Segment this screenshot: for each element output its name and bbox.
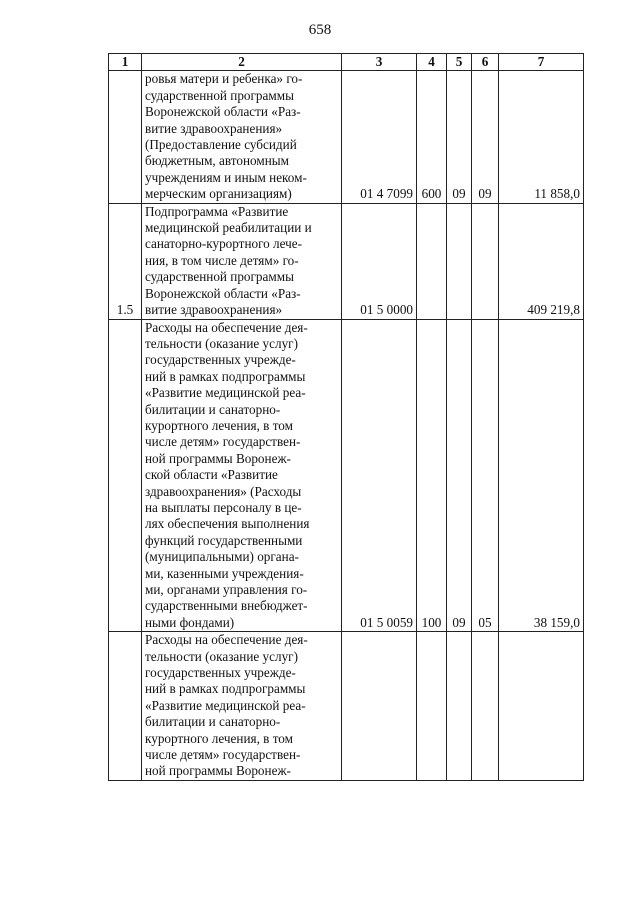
expense-type-cell: 600 xyxy=(417,71,447,203)
column-header-4: 4 xyxy=(417,54,447,71)
budget-table xyxy=(108,53,584,781)
subsection-cell: 09 xyxy=(472,71,499,203)
column-header-7: 7 xyxy=(499,54,584,71)
column-header-5: 5 xyxy=(447,54,472,71)
header-row xyxy=(109,54,584,71)
row-number-cell: 1.5 xyxy=(109,203,142,319)
amount-cell: 38 159,0 xyxy=(499,319,584,632)
subsection-cell xyxy=(472,632,499,781)
row-name-cell: Расходы на обеспечение дея- тельности (оказание услуг) государственных учрежде- ний в рамках подпрограммы «Развитие медицинской реа- билитации и санаторно- курортного лечения, в том числе детям» государствен- ной программы Воронеж- xyxy=(142,632,342,781)
expense-type-cell xyxy=(417,632,447,781)
row-number-cell xyxy=(109,71,142,203)
subsection-cell: 05 xyxy=(472,319,499,632)
column-header-2: 2 xyxy=(142,54,342,71)
amount-cell: 409 219,8 xyxy=(499,203,584,319)
table-row xyxy=(109,203,584,319)
expense-type-cell: 100 xyxy=(417,319,447,632)
table-row xyxy=(109,632,584,781)
column-header-6: 6 xyxy=(472,54,499,71)
amount-cell: 11 858,0 xyxy=(499,71,584,203)
section-cell xyxy=(447,632,472,781)
row-number-cell xyxy=(109,319,142,632)
row-name-cell: Расходы на обеспечение дея- тельности (оказание услуг) государственных учрежде- ний в рамках подпрограммы «Развитие медицинской реа- билитации и санаторно- курортного лечения, в том числе детям» государствен- ной программы Воронеж- ской области «Развитие здравоохранения» (Расходы на выплаты персоналу в це- лях обеспечения выполнения функций государственными (муниципальными) органа- ми, казенными учреждения- ми, органами управления го- сударственными внебюджет- ными фондами) xyxy=(142,319,342,632)
expense-type-cell xyxy=(417,203,447,319)
subsection-cell xyxy=(472,203,499,319)
target-code-cell: 01 5 0000 xyxy=(342,203,417,319)
section-cell xyxy=(447,203,472,319)
target-code-cell xyxy=(342,632,417,781)
table-row xyxy=(109,319,584,632)
page-number: 658 xyxy=(308,22,332,38)
section-cell: 09 xyxy=(447,319,472,632)
row-name-cell: Подпрограмма «Развитие медицинской реабилитации и санаторно-курортного лече- ния, в том числе детям» го- сударственной программы Воронежской области «Раз- витие здравоохранения» xyxy=(142,203,342,319)
table-row xyxy=(109,71,584,203)
column-header-3: 3 xyxy=(342,54,417,71)
column-header-1: 1 xyxy=(109,54,142,71)
target-code-cell: 01 4 7099 xyxy=(342,71,417,203)
amount-cell xyxy=(499,632,584,781)
section-cell: 09 xyxy=(447,71,472,203)
target-code-cell: 01 5 0059 xyxy=(342,319,417,632)
row-name-cell: ровья матери и ребенка» го- сударственной программы Воронежской области «Раз- витие здравоохранения» (Предоставление субсидий бюджетным, автономным учреждениям и иным неком- мерческим организациям) xyxy=(142,71,342,203)
row-number-cell xyxy=(109,632,142,781)
